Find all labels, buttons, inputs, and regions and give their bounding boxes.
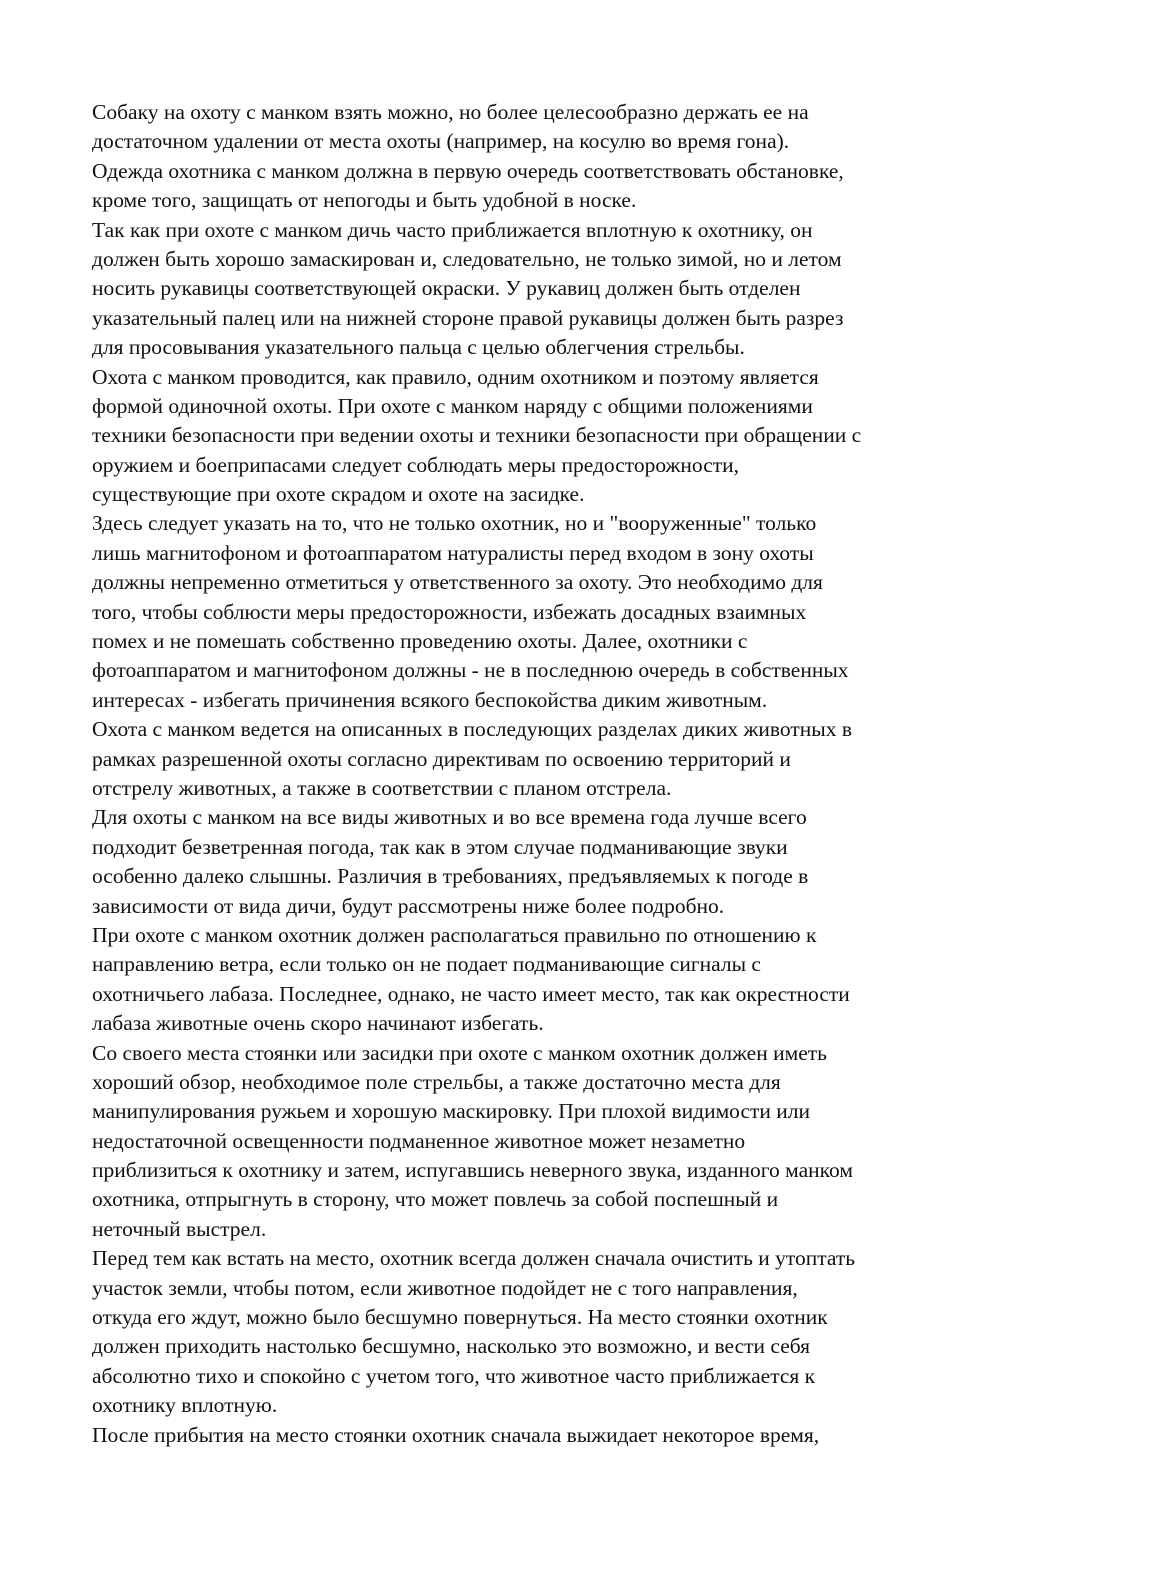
- text-line: откуда его ждут, можно было бесшумно повернуться. На место стоянки охотник: [92, 1305, 828, 1330]
- text-line: Так как при охоте с манком дичь часто приближается вплотную к охотнику, он: [92, 217, 813, 242]
- text-line: должен приходить настолько бесшумно, насколько это возможно, и вести себя: [92, 1334, 811, 1359]
- text-line: зависимости от вида дичи, будут рассмотрены ниже более подробно.: [92, 893, 725, 918]
- text-line: Со своего места стоянки или засидки при охоте с манком охотник должен иметь: [92, 1040, 827, 1065]
- text-line: лишь магнитофоном и фотоаппаратом натуралисты перед входом в зону охоты: [92, 540, 814, 565]
- text-line: недостаточной освещенности подманенное животное может незаметно: [92, 1128, 746, 1153]
- text-line: отстрелу животных, а также в соответствии с планом отстрела.: [92, 775, 672, 800]
- text-line: должны непременно отметиться у ответственного за охоту. Это необходимо для: [92, 570, 823, 595]
- text-line: носить рукавицы соответствующей окраски. У рукавиц должен быть отделен: [92, 276, 801, 301]
- text-line: Охота с манком ведется на описанных в последующих разделах диких животных в: [92, 717, 852, 742]
- text-line: охотничьего лабаза. Последнее, однако, не часто имеет место, так как окрестности: [92, 981, 850, 1006]
- text-line: После прибытия на место стоянки охотник сначала выжидает некоторое время,: [92, 1422, 820, 1447]
- text-line: охотнику вплотную.: [92, 1393, 278, 1418]
- text-line: формой одиночной охоты. При охоте с манком наряду с общими положениями: [92, 393, 813, 418]
- text-line: Здесь следует указать на то, что не только охотник, но и "вооруженные" только: [92, 511, 817, 536]
- text-line: приблизиться к охотнику и затем, испугавшись неверного звука, изданного манком: [92, 1158, 853, 1183]
- text-line: существующие при охоте скрадом и охоте на засидке.: [92, 482, 585, 507]
- text-line: лабаза животные очень скоро начинают избегать.: [92, 1011, 544, 1036]
- text-line: манипулирования ружьем и хорошую маскировку. При плохой видимости или: [92, 1099, 811, 1124]
- document-body: [92, 98, 1092, 1450]
- text-line: техники безопасности при ведении охоты и техники безопасности при обращении с: [92, 423, 862, 448]
- text-line: особенно далеко слышны. Различия в требованиях, предъявляемых к погоде в: [92, 864, 809, 889]
- text-line: Одежда охотника с манком должна в первую очередь соответствовать обстановке,: [92, 158, 844, 183]
- text-line: неточный выстрел.: [92, 1216, 267, 1241]
- text-line: должен быть хорошо замаскирован и, следовательно, не только зимой, но и летом: [92, 246, 842, 271]
- text-line: Собаку на охоту с манком взять можно, но более целесообразно держать ее на: [92, 100, 809, 124]
- text-line: хороший обзор, необходимое поле стрельбы, а также достаточно места для: [92, 1069, 781, 1094]
- text-line: того, чтобы соблюсти меры предосторожности, избежать досадных взаимных: [92, 599, 807, 624]
- text-line: рамках разрешенной охоты согласно директивам по освоению территорий и: [92, 746, 791, 771]
- text-line: абсолютно тихо и спокойно с учетом того, что животное часто приближается к: [92, 1363, 816, 1388]
- text-line: достаточном удалении от места охоты (например, на косулю во время гона).: [92, 129, 790, 154]
- text-line: интересах - избегать причинения всякого беспокойства диким животным.: [92, 687, 768, 712]
- text-line: Для охоты с манком на все виды животных и во все времена года лучше всего: [92, 805, 807, 830]
- text-line: При охоте с манком охотник должен располагаться правильно по отношению к: [92, 922, 817, 947]
- text-line: направлению ветра, если только он не подает подманивающие сигналы с: [92, 952, 761, 977]
- text-line: кроме того, защищать от непогоды и быть удобной в носке.: [92, 188, 637, 213]
- text-line: подходит безветренная погода, так как в этом случае подманивающие звуки: [92, 834, 788, 859]
- text-line: фотоаппаратом и магнитофоном должны - не в последнюю очередь в собственных: [92, 658, 849, 683]
- text-line: указательный палец или на нижней стороне правой рукавицы должен быть разрез: [92, 305, 844, 330]
- text-line: оружием и боеприпасами следует соблюдать меры предосторожности,: [92, 452, 740, 477]
- text-line: Перед тем как встать на место, охотник всегда должен сначала очистить и утоптать: [92, 1246, 856, 1271]
- text-line: для просовывания указательного пальца с целью облегчения стрельбы.: [92, 335, 745, 360]
- text-line: Охота с манком проводится, как правило, одним охотником и поэтому является: [92, 364, 819, 389]
- text-line: участок земли, чтобы потом, если животное подойдет не с того направления,: [92, 1275, 798, 1300]
- text-line: помех и не помешать собственно проведению охоты. Далее, охотники с: [92, 629, 748, 654]
- text-line: охотника, отпрыгнуть в сторону, что может повлечь за собой поспешный и: [92, 1187, 779, 1212]
